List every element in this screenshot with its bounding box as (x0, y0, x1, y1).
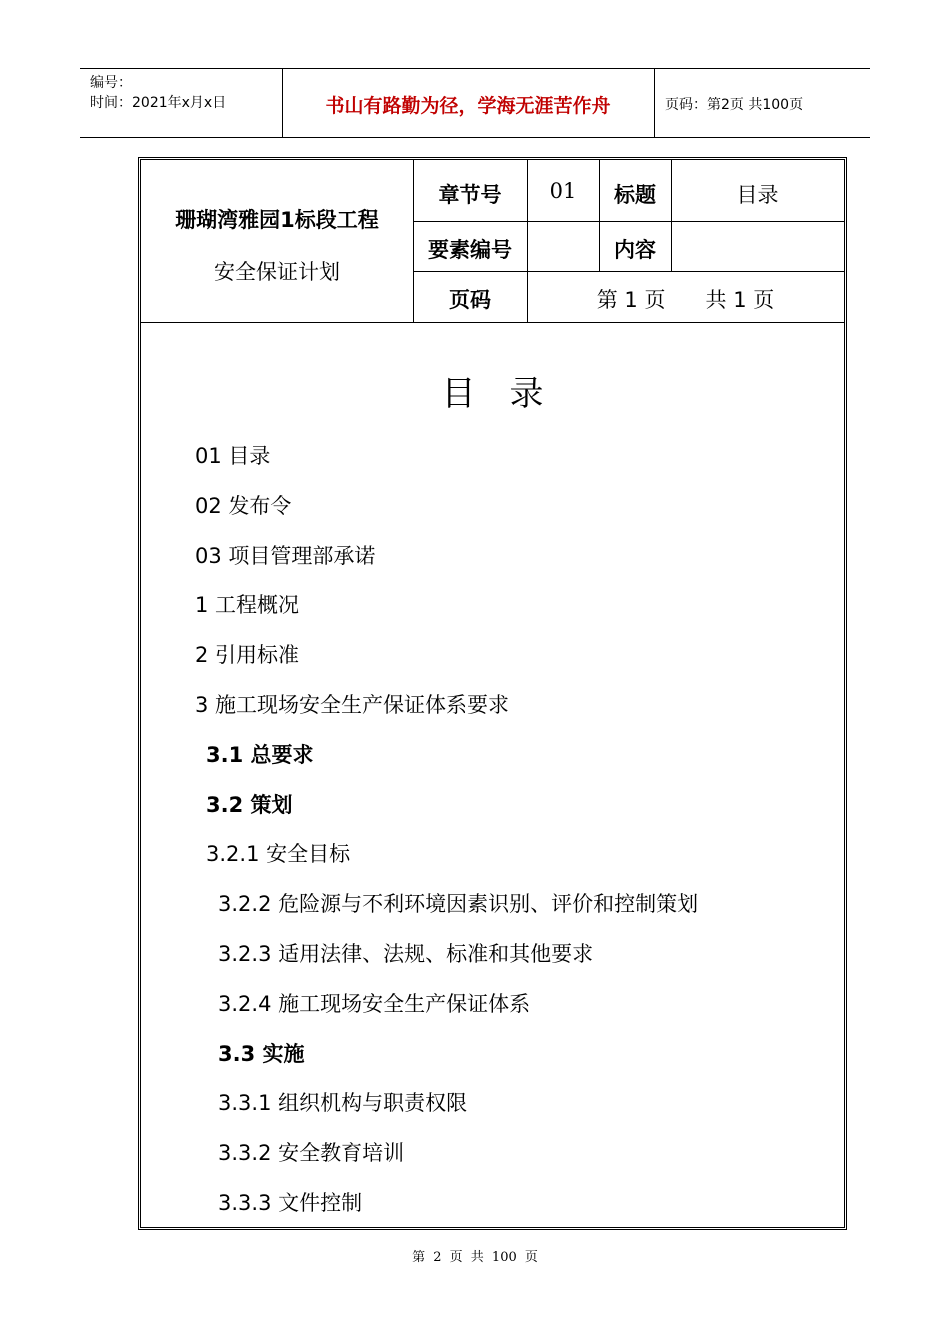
doc-title-line2: 安全保证计划 (214, 260, 340, 284)
toc-item: 03 项目管理部承诺 (195, 543, 376, 568)
title-value: 目录 (736, 183, 779, 207)
chapter-label: 章节号 (438, 183, 502, 207)
time-label: 时间：2021年x月x日 (90, 95, 227, 111)
header-page-cell (655, 69, 870, 137)
header-motto: 书山有路勤为径，学海无涯苦作舟 (325, 95, 611, 117)
info-table-col-divider-4 (671, 160, 672, 271)
toc-heading: 目录 (441, 374, 578, 414)
toc-item: 3.3 实施 (218, 1041, 305, 1066)
toc-item: 3.2.3 适用法律、法规、标准和其他要求 (218, 942, 594, 966)
doc-title-line1: 珊瑚湾雅园1标段工程 (175, 208, 379, 232)
page-value: 第 1 页 共 1 页 (596, 288, 775, 312)
document-frame (138, 157, 847, 1230)
toc-item: 3.2.1 安全目标 (206, 842, 351, 867)
toc-item: 2 引用标准 (195, 643, 300, 668)
toc-item: 3.1 总要求 (206, 742, 314, 767)
element-number-label: 要素编号 (428, 238, 512, 262)
toc-item: 3.3.3 文件控制 (218, 1191, 363, 1215)
number-label: 编号： (90, 75, 132, 91)
toc-item: 3.2 策划 (206, 792, 293, 817)
content-label: 内容 (614, 238, 656, 262)
info-table-bottom-border (141, 322, 844, 323)
header-meta-cell (80, 69, 283, 137)
title-label: 标题 (614, 183, 656, 207)
toc-item: 1 工程概况 (195, 593, 300, 618)
toc-item: 3.3.1 组织机构与职责权限 (218, 1091, 468, 1116)
header-motto-cell (282, 69, 655, 137)
info-table-row-divider-2 (413, 271, 844, 272)
header-page-info: 页码：第2页 共100页 (665, 97, 804, 113)
toc-item: 3.2.2 危险源与不利环境因素识别、评价和控制策划 (218, 892, 699, 917)
info-table-row-divider-1 (413, 221, 844, 222)
toc-item: 01 目录 (195, 444, 271, 468)
toc-item: 3.2.4 施工现场安全生产保证体系 (218, 991, 531, 1016)
chapter-value: 01 (549, 179, 577, 203)
running-header (80, 68, 870, 138)
page-label: 页码 (449, 288, 491, 312)
toc-item: 02 发布令 (195, 493, 292, 518)
toc-item: 3.3.2 安全教育培训 (218, 1141, 405, 1166)
page-footer: 第 2 页 共 100 页 (412, 1250, 538, 1265)
toc-item: 3 施工现场安全生产保证体系要求 (195, 693, 510, 717)
